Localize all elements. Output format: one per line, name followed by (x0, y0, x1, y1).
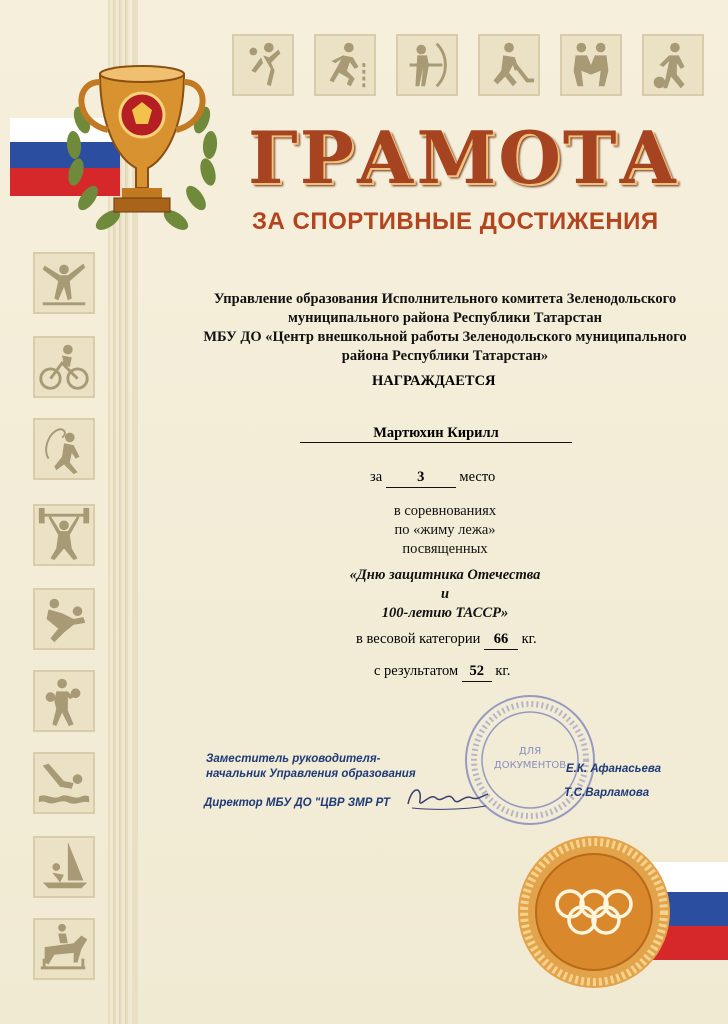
stamp-text-2: ДОКУМЕНТОВ (493, 760, 567, 771)
competition-line: по «жиму лежа» (394, 522, 496, 538)
weight-value: 66 (484, 630, 518, 650)
competition-line: посвященных (402, 541, 488, 557)
wrestling-icon (33, 588, 95, 650)
recipient-name-field (300, 424, 572, 443)
weightlifting-icon (33, 504, 95, 566)
organization-line: МБУ ДО «Центр внешкольной работы Зеленодольского муниципального (203, 329, 687, 345)
deputy-title (206, 752, 416, 782)
result-prefix: с результатом (374, 663, 459, 679)
organization-line: района Республики Татарстан» (341, 348, 549, 364)
place-line (370, 468, 530, 488)
award-heading: НАГРАЖДАЕТСЯ (372, 373, 496, 389)
place-prefix: за (370, 469, 383, 485)
deputy-name: Е.К. Афанасьева (566, 763, 662, 775)
deputy-title-line: начальник Управления образования (206, 768, 416, 780)
certificate-subtitle: ЗА СПОРТИВНЫЕ ДОСТИЖЕНИЯ (252, 208, 659, 235)
handwritten-signature (402, 780, 492, 816)
result-line (374, 662, 594, 682)
rhythmic-gymnastics-icon (33, 418, 95, 480)
volleyball-icon (232, 34, 294, 96)
weight-suffix: кг. (521, 631, 537, 647)
organization-block (180, 290, 710, 366)
stamp-text-1: ДЛЯ (518, 746, 542, 757)
result-value: 52 (462, 662, 492, 682)
deputy-title-line: Заместитель руководителя- (206, 753, 381, 765)
trophy-icon (52, 60, 232, 245)
dedication-line: 100-летию ТАССР» (381, 605, 509, 621)
place-suffix: место (459, 469, 496, 485)
olympic-medal-icon (514, 832, 674, 992)
hockey-icon (478, 34, 540, 96)
cycling-icon (33, 336, 95, 398)
place-value: 3 (386, 468, 456, 488)
director-title: Директор МБУ ДО "ЦВР ЗМР РТ (204, 797, 390, 809)
equestrian-icon (33, 918, 95, 980)
boxing-icon (33, 670, 95, 732)
certificate-title: ГРАМОТА (248, 115, 680, 200)
dedication-line: «Дню защитника Отечества (349, 567, 541, 583)
dedication-line: и (440, 586, 450, 602)
competition-line: в соревнованиях (393, 503, 497, 519)
dedication-block (180, 566, 710, 623)
competition-block (180, 502, 710, 559)
sailing-icon (33, 836, 95, 898)
weight-prefix: в весовой категории (356, 631, 481, 647)
weight-category-line (356, 630, 596, 650)
swimming-icon (33, 752, 95, 814)
recipient-name: Мартюхин Кирилл (373, 425, 499, 441)
running-icon (314, 34, 376, 96)
judo-icon (560, 34, 622, 96)
gymnastics-icon (33, 252, 95, 314)
director-name: Т.С.Варламова (564, 787, 650, 799)
organization-line: Управление образования Исполнительного комитета Зеленодольского (213, 291, 677, 307)
organization-line: муниципального района Республики Татарстан (288, 310, 602, 326)
football-icon (642, 34, 704, 96)
archery-icon (396, 34, 458, 96)
result-suffix: кг. (495, 663, 511, 679)
